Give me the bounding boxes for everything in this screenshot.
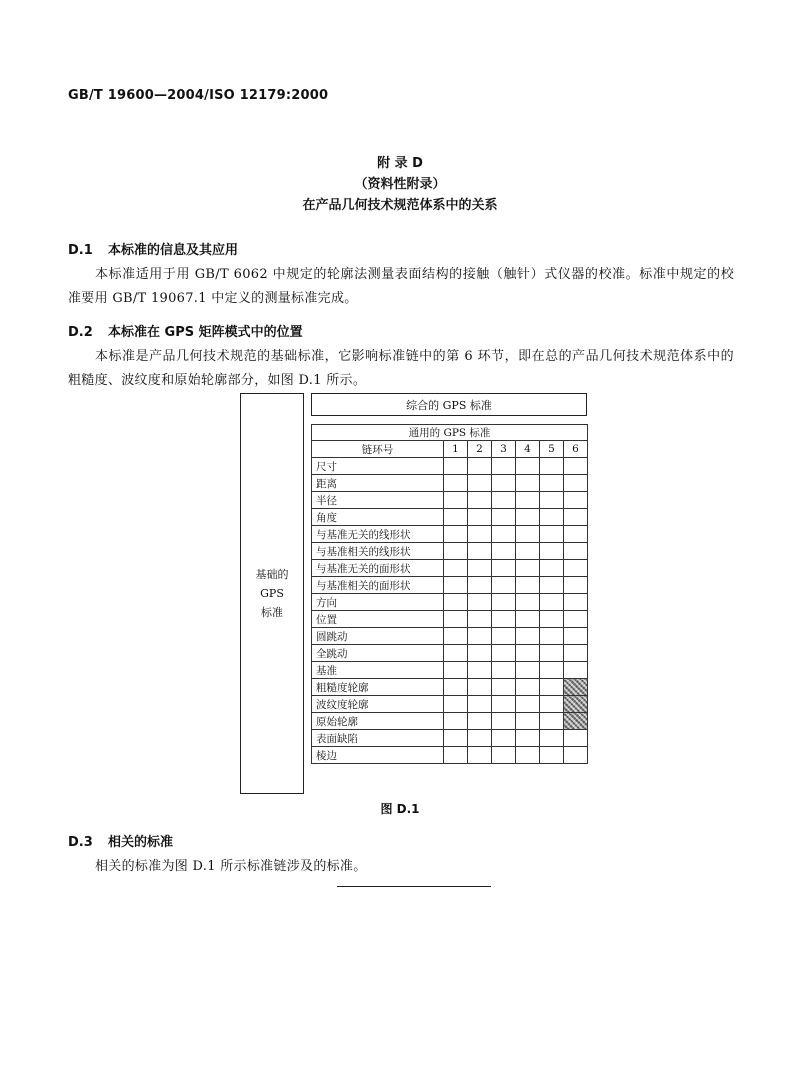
matrix-cell [492,577,516,594]
matrix-cell [468,730,492,747]
section-d2-paragraph: 本标准是产品几何技术规范的基础标准，它影响标准链中的第 6 环节，即在总的产品几何技术规范体系中的粗糙度、波纹度和原始轮廓部分，如图 D.1 所示。 [68,349,734,388]
matrix-cell [516,543,540,560]
matrix-cell [492,662,516,679]
matrix-cell [468,526,492,543]
matrix-cell [492,611,516,628]
matrix-row-label: 尺寸 [312,458,444,475]
matrix-cell [516,696,540,713]
matrix-cell [444,747,468,764]
matrix-cell [492,696,516,713]
matrix-cell [492,458,516,475]
chain-link-number: 1 [444,441,468,458]
section-title: 本标准的信息及其应用 [108,243,239,258]
matrix-row-label: 与基准无关的线形状 [312,526,444,543]
matrix-row-label: 圆跳动 [312,628,444,645]
global-gps-label: 综合的 GPS 标准 [406,398,492,412]
matrix-row-label: 与基准相关的线形状 [312,543,444,560]
matrix-cell [492,628,516,645]
matrix-cell [492,475,516,492]
matrix-row-label: 半径 [312,492,444,509]
matrix-cell [444,526,468,543]
matrix-row [312,594,588,611]
matrix-cell [540,747,564,764]
matrix-cell [468,679,492,696]
matrix-row-label: 全跳动 [312,645,444,662]
matrix-row [312,747,588,764]
section-d2-heading [68,321,303,340]
matrix-cell [540,645,564,662]
annex-title: 附 录 D [377,156,423,171]
matrix-cell [444,662,468,679]
figure-caption: 图 D.1 [380,802,420,816]
standard-code-header: GB/T 19600—2004/ISO 12179:2000 [68,88,329,103]
matrix-cell [492,730,516,747]
matrix-cell [564,611,588,628]
general-gps-matrix [311,424,588,764]
matrix-row [312,509,588,526]
matrix-cell [540,475,564,492]
matrix-cell [540,492,564,509]
basic-gps-standards-box [240,393,304,794]
matrix-cell-shaded [564,679,588,696]
matrix-row [312,713,588,730]
matrix-cell [468,475,492,492]
section-title: 本标准在 GPS 矩阵模式中的位置 [108,325,303,340]
matrix-cell [540,594,564,611]
matrix-cell [444,713,468,730]
chain-link-number: 6 [564,441,588,458]
matrix-cell [516,509,540,526]
matrix-cell [444,611,468,628]
matrix-cell [492,645,516,662]
section-title: 相关的标准 [108,835,174,850]
matrix-cell [516,628,540,645]
matrix-cell [468,747,492,764]
matrix-cell [468,543,492,560]
matrix-row [312,730,588,747]
matrix-cell [468,594,492,611]
matrix-row [312,475,588,492]
section-d1-paragraph: 本标准适用于用 GB/T 6062 中规定的轮廓法测量表面结构的接触（触针）式仪器的校准。标准中规定的校准要用 GB/T 19067.1 中定义的测量标准完成。 [68,267,734,306]
chain-link-number: 2 [468,441,492,458]
matrix-cell [516,730,540,747]
matrix-cell [444,509,468,526]
matrix-cell [516,662,540,679]
matrix-row [312,543,588,560]
chain-link-number: 3 [492,441,516,458]
matrix-cell [564,577,588,594]
matrix-row-label: 基准 [312,662,444,679]
matrix-cell [468,509,492,526]
matrix-cell-shaded [564,713,588,730]
matrix-cell [516,679,540,696]
matrix-cell [468,560,492,577]
section-number: D.2 [68,325,93,340]
matrix-cell [564,747,588,764]
matrix-cell [468,577,492,594]
matrix-row-label: 棱边 [312,747,444,764]
matrix-row [312,577,588,594]
matrix-row [312,645,588,662]
matrix-cell [540,458,564,475]
annex-subtitle: （资料性附录） [354,177,446,192]
matrix-cell [564,475,588,492]
matrix-cell-shaded [564,696,588,713]
matrix-cell [540,526,564,543]
matrix-cell [492,543,516,560]
matrix-row-label: 距离 [312,475,444,492]
matrix-row [312,679,588,696]
section-d1-heading [68,239,238,258]
matrix-row [312,458,588,475]
matrix-cell [492,747,516,764]
section-d3-paragraph: 相关的标准为图 D.1 所示标准链涉及的标准。 [95,859,367,874]
matrix-row [312,492,588,509]
matrix-cell [468,611,492,628]
chain-link-number: 4 [516,441,540,458]
matrix-cell [468,458,492,475]
end-rule [337,886,491,887]
matrix-cell [468,645,492,662]
section-number: D.1 [68,243,93,258]
matrix-cell [564,560,588,577]
matrix-cell [468,628,492,645]
matrix-row-label: 与基准相关的面形状 [312,577,444,594]
matrix-cell [516,526,540,543]
matrix-cell [492,679,516,696]
matrix-cell [540,679,564,696]
matrix-cell [540,560,564,577]
matrix-cell [492,509,516,526]
matrix-cell [444,458,468,475]
matrix-cell [564,492,588,509]
matrix-row [312,526,588,543]
matrix-cell [444,679,468,696]
matrix-cell [468,662,492,679]
matrix-cell [516,645,540,662]
matrix-cell [444,594,468,611]
matrix-cell [540,577,564,594]
matrix-cell [492,560,516,577]
matrix-cell [540,543,564,560]
matrix-cell [540,509,564,526]
matrix-cell [444,645,468,662]
matrix-cell [444,696,468,713]
matrix-cell [516,611,540,628]
matrix-cell [540,662,564,679]
matrix-row [312,662,588,679]
matrix-cell [444,492,468,509]
matrix-cell [468,713,492,730]
matrix-cell [444,475,468,492]
matrix-row-label: 波纹度轮廓 [312,696,444,713]
matrix-cell [444,577,468,594]
section-d3-heading [68,831,173,850]
matrix-row-label: 粗糙度轮廓 [312,679,444,696]
matrix-row-label: 方向 [312,594,444,611]
matrix-cell [540,713,564,730]
matrix-cell [540,730,564,747]
chain-link-header: 链环号 [312,441,444,458]
matrix-row-label: 与基准无关的面形状 [312,560,444,577]
chain-link-number: 5 [540,441,564,458]
matrix-cell [516,577,540,594]
matrix-cell [516,475,540,492]
general-gps-title: 通用的 GPS 标准 [312,425,588,441]
global-gps-standards-box [311,393,587,416]
matrix-row [312,696,588,713]
matrix-cell [516,594,540,611]
matrix-cell [492,492,516,509]
section-number: D.3 [68,835,93,850]
matrix-row [312,611,588,628]
matrix-cell [564,730,588,747]
basic-gps-label: 基础的 GPS 标准 [255,568,289,619]
matrix-cell [516,458,540,475]
matrix-row [312,628,588,645]
matrix-cell [540,696,564,713]
matrix-cell [564,662,588,679]
matrix-cell [468,696,492,713]
matrix-cell [564,458,588,475]
matrix-cell [444,560,468,577]
matrix-cell [468,492,492,509]
matrix-cell [444,543,468,560]
matrix-cell [444,730,468,747]
matrix-header-row [312,441,588,458]
matrix-cell [540,611,564,628]
matrix-title-row [312,425,588,441]
matrix-row-label: 角度 [312,509,444,526]
matrix-cell [540,628,564,645]
matrix-cell [516,560,540,577]
matrix-row-label: 位置 [312,611,444,628]
matrix-cell [492,526,516,543]
matrix-cell [564,526,588,543]
matrix-cell [516,492,540,509]
matrix-cell [564,628,588,645]
matrix-cell [492,594,516,611]
matrix-cell [516,747,540,764]
matrix-row-label: 原始轮廓 [312,713,444,730]
matrix-row [312,560,588,577]
matrix-cell [564,543,588,560]
matrix-cell [564,645,588,662]
matrix-cell [444,628,468,645]
matrix-cell [564,509,588,526]
matrix-cell [516,713,540,730]
annex-heading: 在产品几何技术规范体系中的关系 [302,198,498,213]
matrix-cell [564,594,588,611]
matrix-row-label: 表面缺陷 [312,730,444,747]
matrix-cell [492,713,516,730]
